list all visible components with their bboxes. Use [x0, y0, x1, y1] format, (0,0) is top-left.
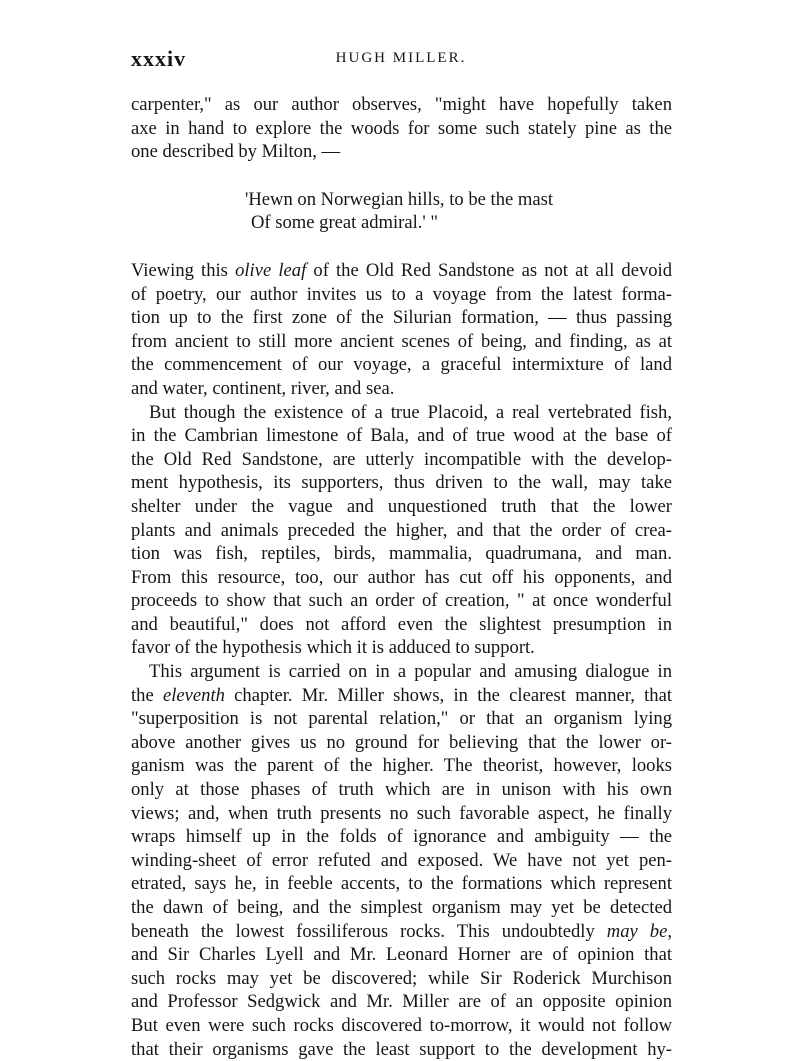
text-segment: only at those phases of truth which are in unison with his own: [131, 779, 672, 801]
text-segment: ment hypothesis, its supporters, thus driven to the wall, may take: [131, 472, 672, 494]
text-segment: tion up to the first zone of the Silurian formation, — thus passing: [131, 307, 672, 329]
text-line: [131, 920, 672, 944]
text-segment: the Old Red Sandstone, are utterly incompatible with the develop-: [131, 448, 672, 470]
text-line: [131, 377, 672, 401]
text-segment: carpenter," as our author observes, "might have hopefully taken: [131, 94, 672, 115]
text-segment: winding-sheet of error refuted and exposed. We have not yet pen-: [131, 849, 672, 871]
text-segment: beneath the lowest fossiliferous rocks. This undoubtedly: [131, 920, 607, 942]
body-text: [131, 93, 672, 1061]
text-line: [131, 636, 672, 660]
text-line: [131, 660, 672, 684]
text-line: [131, 613, 672, 637]
text-line: [131, 684, 672, 708]
text-segment: views; and, when truth presents no such favorable aspect, he finally: [131, 802, 672, 824]
text-segment: of poetry, our author invites us to a voyage from the latest forma-: [131, 283, 672, 305]
text-segment: of the Old Red Sandstone as not at all devoid: [306, 259, 673, 281]
running-head: HUGH MILLER.: [335, 50, 467, 66]
text-segment: such rocks may yet be discovered; while Sir Roderick Murchison: [131, 967, 672, 989]
text-line: [131, 448, 672, 472]
text-line: [131, 825, 672, 849]
text-line: [131, 93, 672, 117]
text-segment: and Professor Sedgwick and Mr. Miller are of an opposite opinion: [131, 991, 672, 1013]
text-line: [131, 1014, 672, 1038]
page-header: [131, 46, 671, 76]
text-line: [131, 330, 672, 354]
text-segment: wraps himself up in the folds of ignorance and ambiguity — the: [131, 826, 672, 848]
quote-line: 'Hewn on Norwegian hills, to be the mast: [245, 188, 554, 210]
text-segment: the commencement of our voyage, a graceful intermixture of land: [131, 354, 672, 376]
page-number: xxxiv: [131, 46, 187, 71]
text-segment: chapter. Mr. Miller shows, in the clearest manner, that: [224, 684, 672, 706]
block-quote: [245, 188, 565, 235]
text-segment: favor of the hypothesis which it is adduced to support.: [131, 637, 535, 659]
text-line: [131, 471, 672, 495]
italic-text: eleventh: [162, 684, 225, 706]
text-segment: from ancient to still more ancient scenes of being, and finding, as at: [131, 330, 672, 352]
text-line: [131, 306, 672, 330]
text-line: [131, 140, 672, 164]
text-segment: etrated, says he, in feeble accents, to the formations which represent: [131, 873, 672, 895]
text-line: [131, 1038, 672, 1061]
text-line: [131, 353, 672, 377]
text-segment: "superposition is not parental relation," or that an organism lying: [131, 708, 672, 730]
quote-line: Of some great admiral.' ": [251, 212, 438, 234]
text-segment: the: [131, 684, 163, 706]
text-line: [131, 778, 672, 802]
text-line: [131, 542, 672, 566]
text-line: [131, 754, 672, 778]
text-segment: above another gives us no ground for believing that the lower or-: [131, 731, 672, 753]
text-segment: ganism was the parent of the higher. The theorist, however, looks: [131, 755, 672, 777]
text-line: [131, 519, 672, 543]
text-line: [131, 943, 672, 967]
text-line: [131, 731, 672, 755]
text-segment: axe in hand to explore the woods for some such stately pine as the: [131, 117, 672, 139]
text-line: [131, 849, 672, 873]
text-line: [131, 967, 672, 991]
text-line: [131, 589, 672, 613]
italic-text: olive leaf: [235, 259, 307, 281]
text-segment: From this resource, too, our author has cut off his opponents, and: [131, 566, 672, 588]
text-line: [131, 802, 672, 826]
text-line: [131, 707, 672, 731]
text-segment: in the Cambrian limestone of Bala, and of true wood at the base of: [131, 425, 672, 447]
text-segment: tion was fish, reptiles, birds, mammalia, quadrumana, and man.: [131, 543, 672, 565]
text-line: [131, 495, 672, 519]
text-line: [131, 259, 672, 283]
text-segment: But though the existence of a true Placoid, a real vertebrated fish,: [149, 401, 672, 423]
text-segment: one described by Milton, —: [131, 141, 341, 163]
text-segment: that their organisms gave the least support to the development hy-: [131, 1038, 672, 1060]
text-line: [131, 566, 672, 590]
text-line: [131, 990, 672, 1014]
text-segment: and Sir Charles Lyell and Mr. Leonard Horner are of opinion that: [131, 944, 672, 966]
text-segment: and water, continent, river, and sea.: [131, 377, 395, 399]
italic-text: may be,: [606, 920, 672, 942]
text-line: [131, 401, 672, 425]
text-line: [131, 283, 672, 307]
text-segment: This argument is carried on in a popular and amusing dialogue in: [149, 661, 672, 683]
text-segment: proceeds to show that such an order of creation, " at once wonderful: [131, 590, 672, 612]
text-segment: But even were such rocks discovered to-morrow, it would not follow: [131, 1014, 672, 1036]
text-segment: Viewing this: [131, 259, 236, 281]
text-line: [131, 117, 672, 141]
text-line: [131, 896, 672, 920]
text-line: [131, 872, 672, 896]
text-segment: shelter under the vague and unquestioned truth that the lower: [131, 495, 672, 517]
text-line: [131, 424, 672, 448]
text-segment: plants and animals preceded the higher, and that the order of crea-: [131, 519, 672, 541]
text-segment: the dawn of being, and the simplest organism may yet be detected: [131, 897, 672, 918]
text-segment: and beautiful," does not afford even the slightest presumption in: [131, 613, 672, 635]
